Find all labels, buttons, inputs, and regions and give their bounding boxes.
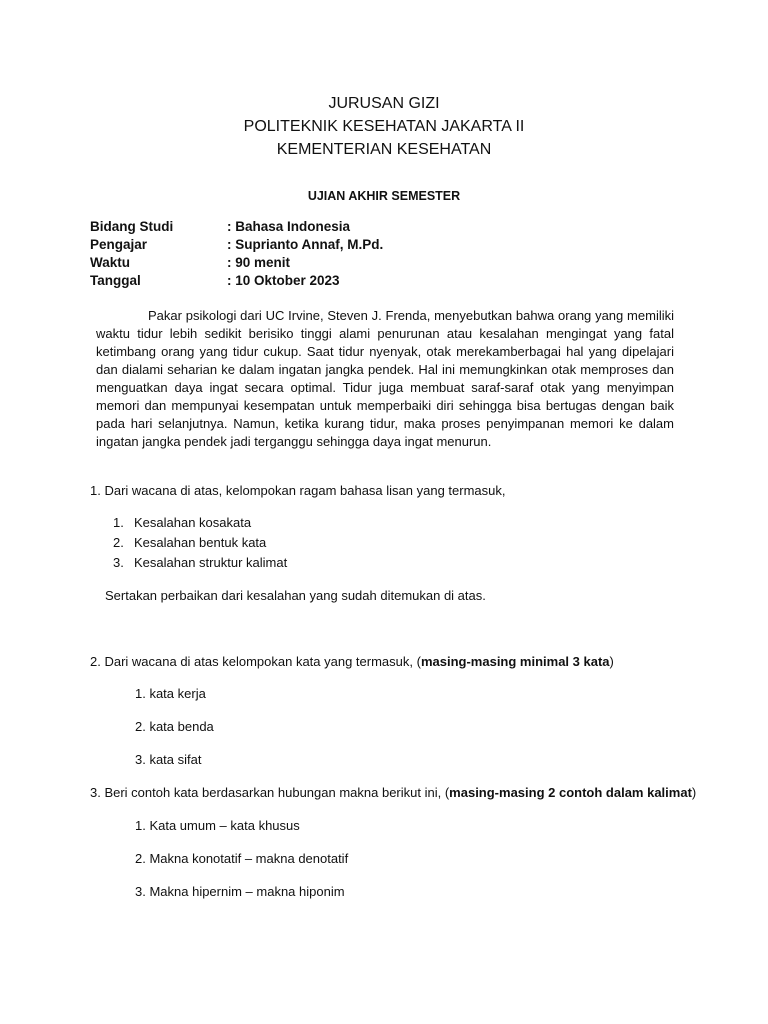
item-number: 1. [113,515,124,530]
header-ministry: KEMENTERIAN KESEHATAN [276,141,492,158]
question-1-note: Sertakan perbaikan dari kesalahan yang sudah ditemukan di atas. [105,588,486,603]
reading-passage: Pakar psikologi dari UC Irvine, Steven J. Frenda, menyebutkan bahwa orang yang memiliki waktu tidur lebih sedikit berisiko tinggi alami penurunan atau kesalahan mengingat yang fatal ketimbang orang yang tidur cukup. Saat tidur nyenyak, otak merekamberbagai hal yang dipelajari dan dialami seharian ke dalam ingatan jangka pendek. Hal ini memungkinkan otak memproses dan menguatkan daya ingat secara optimal. Tidur juga membuat saraf-saraf otak yang menyimpan memori dan mempunyai kesempatan untuk memperbaiki diri sehingga bisa bertugas dengan baik pada hari selanjutnya. Namun, ketika kurang tidur, maka proses penyimpanan memori ke dalam ingatan jangka pendek jadi terganggu sehingga daya ingat menurun. [96,308,674,449]
info-value: : Suprianto Annaf, M.Pd. [227,237,384,252]
question-3-close: ) [691,785,697,800]
question-3-text: 3. Beri contoh kata berdasarkan hubungan makna berikut ini, ( [90,785,450,800]
header-institution: POLITEKNIK KESEHATAN JAKARTA II [243,118,525,135]
question-3-emphasis: masing-masing 2 contoh dalam kalimat [449,785,692,800]
info-row-date [90,272,383,290]
info-label: Pengajar [90,237,148,252]
question-2-emphasis: masing-masing minimal 3 kata [420,654,610,669]
info-row-time [90,254,383,272]
info-value: : 10 Oktober 2023 [227,273,340,288]
info-row-teacher [90,236,383,254]
question-3-item: 1. Kata umum – kata khusus [135,818,300,833]
question-2-item: 2. kata benda [135,719,214,734]
info-value: : 90 menit [227,255,291,270]
info-label: Tanggal [90,273,141,288]
institution-header [0,92,768,161]
item-number: 2. [113,535,124,550]
header-department: JURUSAN GIZI [328,95,440,112]
question-2-text: 2. Dari wacana di atas kelompokan kata yang termasuk, ( [90,654,421,669]
question-2-item: 1. kata kerja [135,686,206,701]
question-3 [90,784,696,802]
item-text: Kesalahan struktur kalimat [134,555,288,570]
item-text: Kesalahan bentuk kata [134,535,267,550]
question-2 [90,653,614,671]
question-1-item [113,534,266,552]
exam-title: UJIAN AKHIR SEMESTER [307,189,461,203]
question-1-item [113,554,287,572]
item-text: Kesalahan kosakata [134,515,252,530]
question-3-item: 3. Makna hipernim – makna hiponim [135,884,345,899]
question-3-item: 2. Makna konotatif – makna denotatif [135,851,349,866]
info-label: Bidang Studi [90,219,174,234]
info-row-subject [90,218,383,236]
info-label: Waktu [90,255,130,270]
exam-info [90,218,383,290]
info-value: : Bahasa Indonesia [227,219,351,234]
question-1-item [113,514,251,532]
question-1: 1. Dari wacana di atas, kelompokan ragam bahasa lisan yang termasuk, [90,483,506,498]
question-2-close: ) [609,654,614,669]
question-2-item: 3. kata sifat [135,752,202,767]
item-number: 3. [113,555,124,570]
